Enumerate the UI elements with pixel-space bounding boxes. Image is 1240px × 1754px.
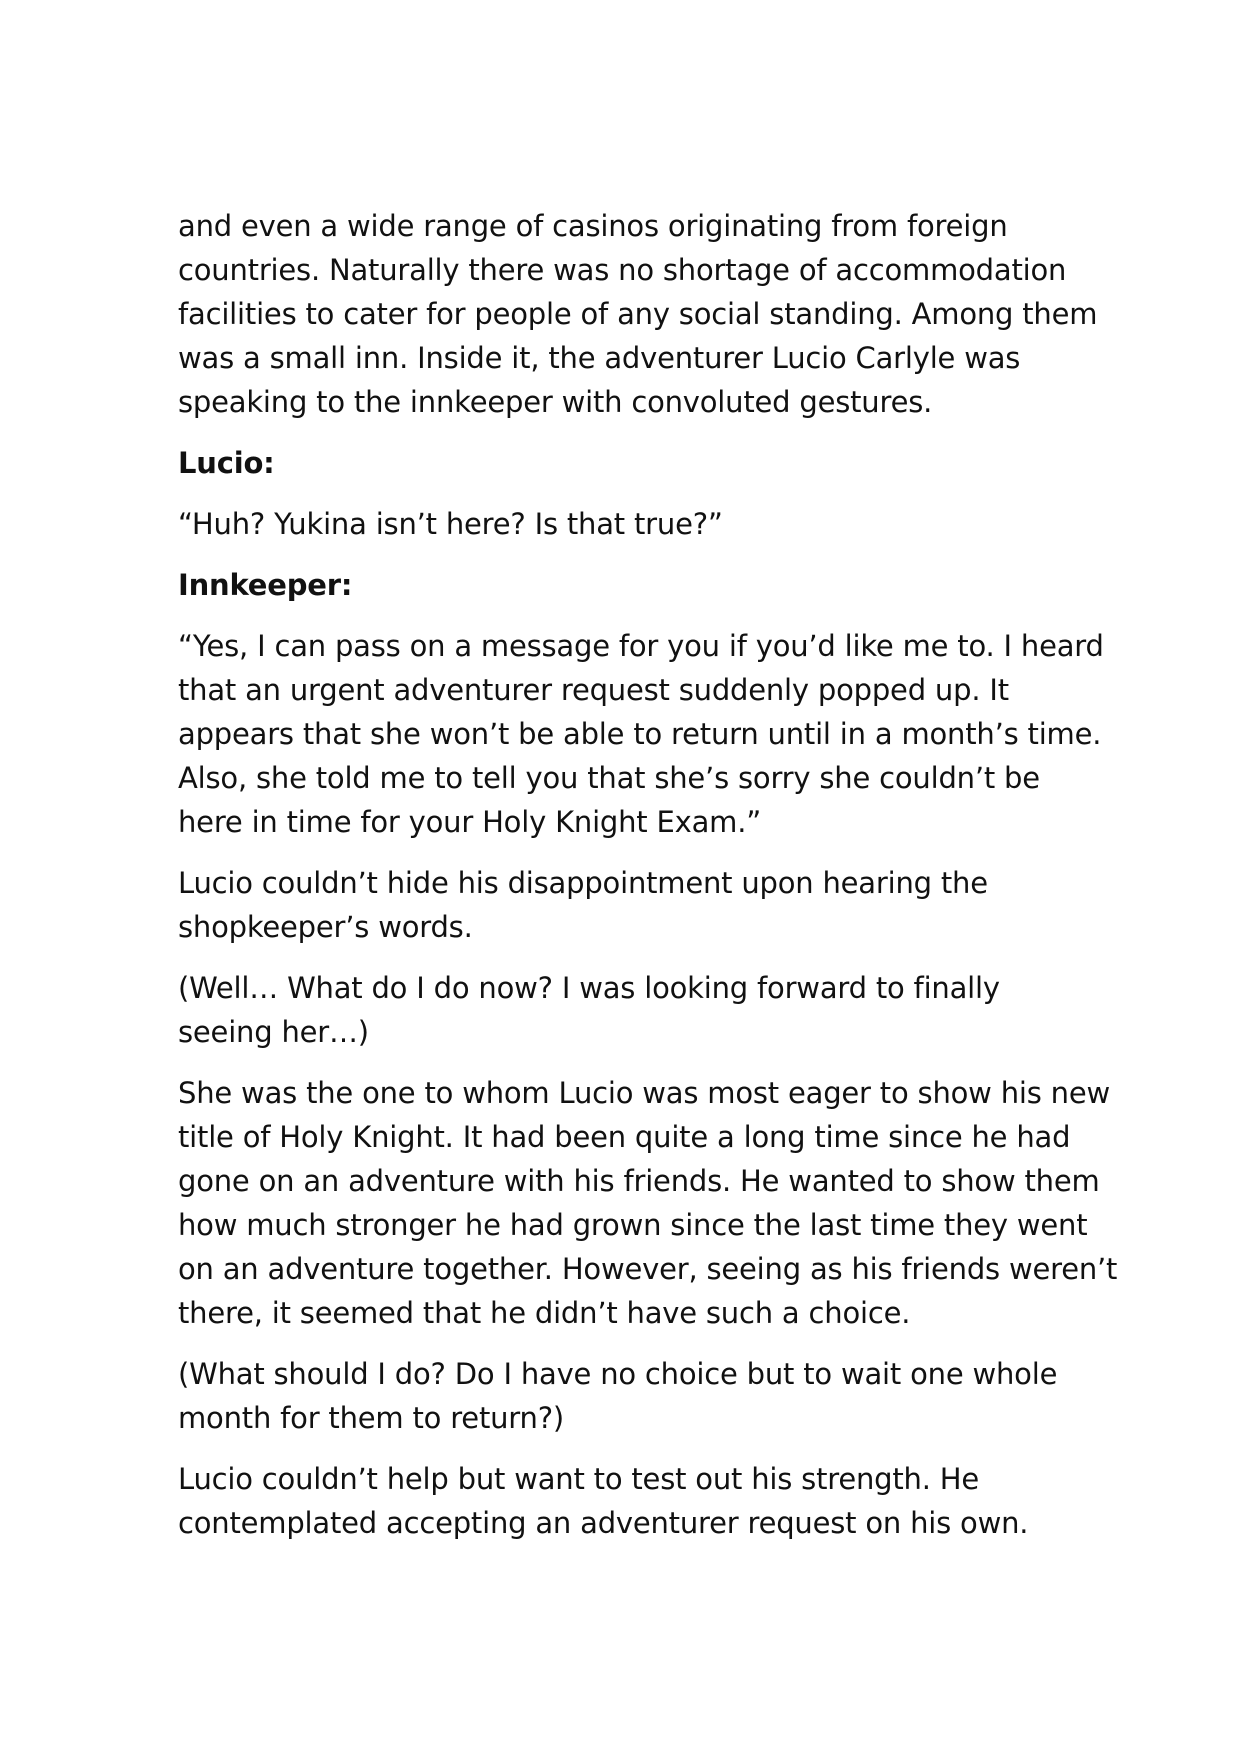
narration-paragraph: [178, 861, 1078, 949]
text-line: seeing her…): [178, 1015, 369, 1049]
page-body-text: [178, 204, 1118, 1562]
text-line: on an adventure together. However, seeing as his friends weren’t: [178, 1252, 1118, 1286]
text-line: gone on an adventure with his friends. He wanted to show them: [178, 1164, 1100, 1198]
text-line: title of Holy Knight. It had been quite a long time since he had: [178, 1120, 1071, 1154]
text-line: month for them to return?): [178, 1401, 565, 1435]
dialogue-paragraph: [178, 502, 1078, 546]
text-line: that an urgent adventurer request suddenly popped up. It: [178, 673, 1009, 707]
text-line: was a small inn. Inside it, the adventurer Lucio Carlyle was: [178, 341, 1021, 375]
text-line: facilities to cater for people of any social standing. Among them: [178, 297, 1098, 331]
narration-paragraph: [178, 1071, 1118, 1335]
text-line: (What should I do? Do I have no choice but to wait one whole: [178, 1357, 1058, 1391]
text-line: appears that she won’t be able to return until in a month’s time.: [178, 717, 1102, 751]
text-line: (Well… What do I do now? I was looking forward to finally: [178, 971, 1000, 1005]
text-line: “Huh? Yukina isn’t here? Is that true?”: [178, 507, 723, 541]
text-line: there, it seemed that he didn’t have such a choice.: [178, 1296, 911, 1330]
speaker-label-innkeeper: [178, 563, 1078, 607]
narration-paragraph: [178, 204, 1098, 424]
text-line: countries. Naturally there was no shortage of accommodation: [178, 253, 1067, 287]
text-line: shopkeeper’s words.: [178, 910, 473, 944]
text-line: here in time for your Holy Knight Exam.”: [178, 805, 762, 839]
speaker-label-lucio: [178, 441, 1078, 485]
thought-paragraph: [178, 966, 1078, 1054]
text-line: Innkeeper:: [178, 568, 353, 602]
text-line: and even a wide range of casinos originating from foreign: [178, 209, 1008, 243]
text-line: She was the one to whom Lucio was most eager to show his new: [178, 1076, 1111, 1110]
thought-paragraph: [178, 1352, 1078, 1440]
text-line: Lucio:: [178, 446, 275, 480]
text-line: speaking to the innkeeper with convoluted gestures.: [178, 385, 933, 419]
text-line: Also, she told me to tell you that she’s sorry she couldn’t be: [178, 761, 1040, 795]
text-line: how much stronger he had grown since the last time they went: [178, 1208, 1088, 1242]
text-line: Lucio couldn’t hide his disappointment upon hearing the: [178, 866, 988, 900]
dialogue-paragraph: [178, 624, 1104, 844]
text-line: “Yes, I can pass on a message for you if you’d like me to. I heard: [178, 629, 1104, 663]
narration-paragraph: [178, 1457, 1078, 1545]
text-line: contemplated accepting an adventurer request on his own.: [178, 1506, 1029, 1540]
text-line: Lucio couldn’t help but want to test out his strength. He: [178, 1462, 979, 1496]
